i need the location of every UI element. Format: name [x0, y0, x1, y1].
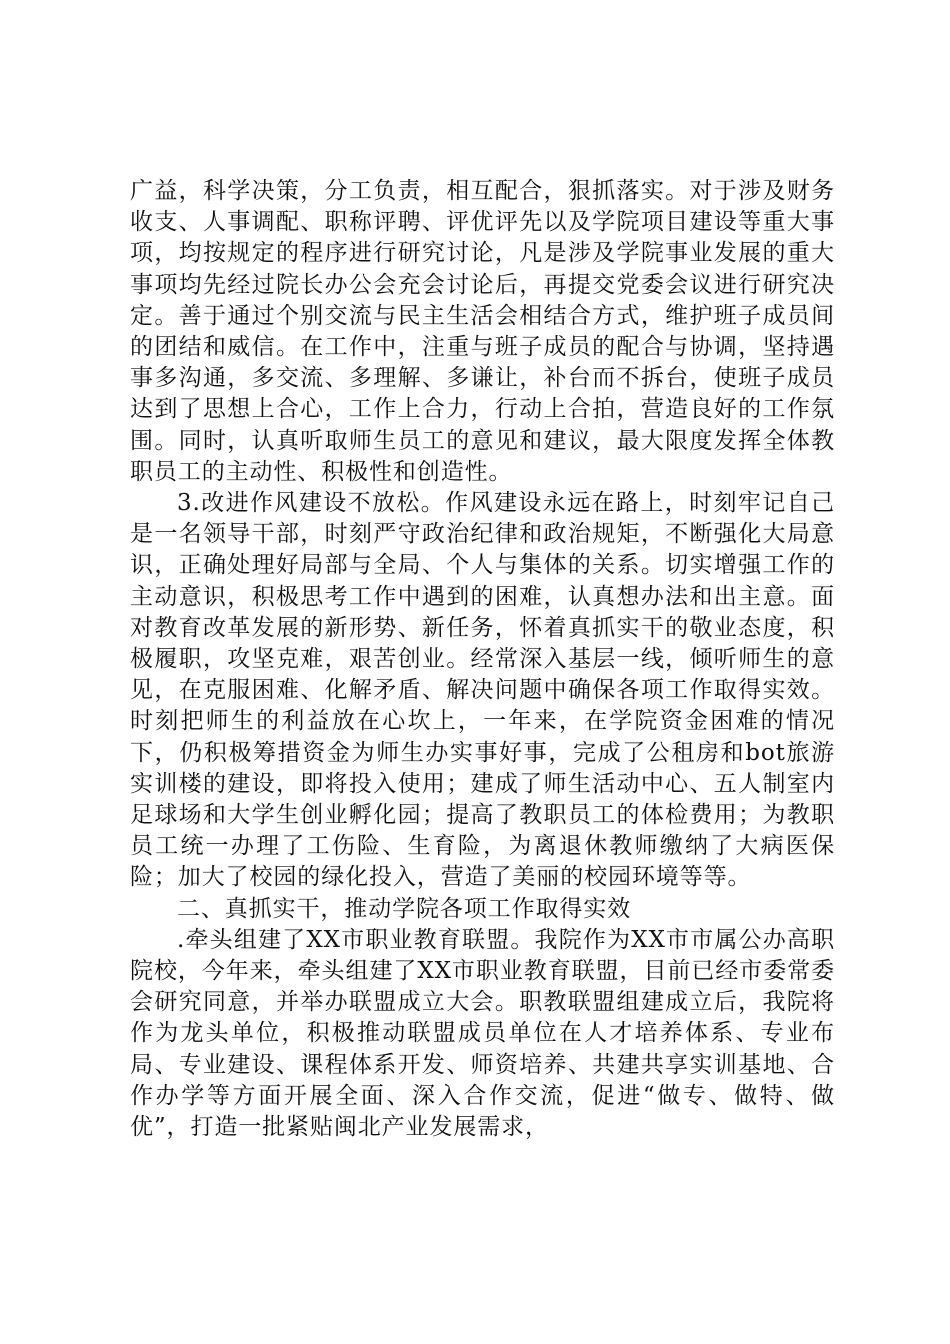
paragraph-education-alliance: .牵头组建了XX市职业教育联盟。我院作为XX市市属公办高职院校，今年来，牵头组建了XX市职业教育联盟，目前已经市委常委会研究同意，并举办联盟成立大会。职教联盟组建成立后，我院将作为龙头单位，积极推动联盟成员单位在人才培养体系、专业布局、专业建设、课程体系开发、师资培养、共建共享实训基地、合作办学等方面开展全面、深入合作交流，促进“做专、做特、做优”，打造一批紧贴闽北产业发展需求，	[130, 926, 835, 1141]
paragraph-work-style: 3.改进作风建设不放松。作风建设永远在路上，时刻牢记自己是一名领导干部，时刻严守政治纪律和政治规矩，不断强化大局意识，正确处理好局部与全局、个人与集体的关系。切实增强工作的主动意识，积极思考工作中遇到的困难，认真想办法和出主意。面对教育改革发展的新形势、新任务，怀着真抓实干的敬业态度，积极履职，攻坚克难，艰苦创业。经常深入基层一线，倾听师生的意见，在克服困难、化解矛盾、解决问题中确保各项工作取得实效。时刻把师生的利益放在心坎上，一年来，在学院资金困难的情况下，仍积极筹措资金为师生办实事好事，完成了公租房和bot旅游实训楼的建设，即将投入使用；建成了师生活动中心、五人制室内足球场和大学生创业孵化园；提高了教职员工的体检费用；为教职员工统一办理了工伤险、生育险，为离退休教师缴纳了大病医保险；加大了校园的绿化投入，营造了美丽的校园环境等等。	[130, 490, 835, 891]
document-page	[130, 176, 835, 1143]
section-heading: 二、真抓实干，推动学院各项工作取得实效	[177, 895, 632, 922]
paragraph-continuation: 广益，科学决策，分工负责，相互配合，狠抓落实。对于涉及财务收支、人事调配、职称评聘、评优评先以及学院项目建设等重大事项，均按规定的程序进行研究讨论，凡是涉及学院事业发展的重大事项均先经过院长办公会充会讨论后，再提交党委会议进行研究决定。善于通过个别交流与民主生活会相结合方式，维护班子成员间的团结和威信。在工作中，注重与班子成员的配合与协调，坚持遇事多沟通，多交流、多理解、多谦让，补台而不拆台，使班子成员达到了思想上合心，工作上合力，行动上合拍，营造良好的工作氛围。同时，认真听取师生员工的意见和建议，最大限度发挥全体教职员工的主动性、积极性和创造性。	[130, 178, 835, 485]
